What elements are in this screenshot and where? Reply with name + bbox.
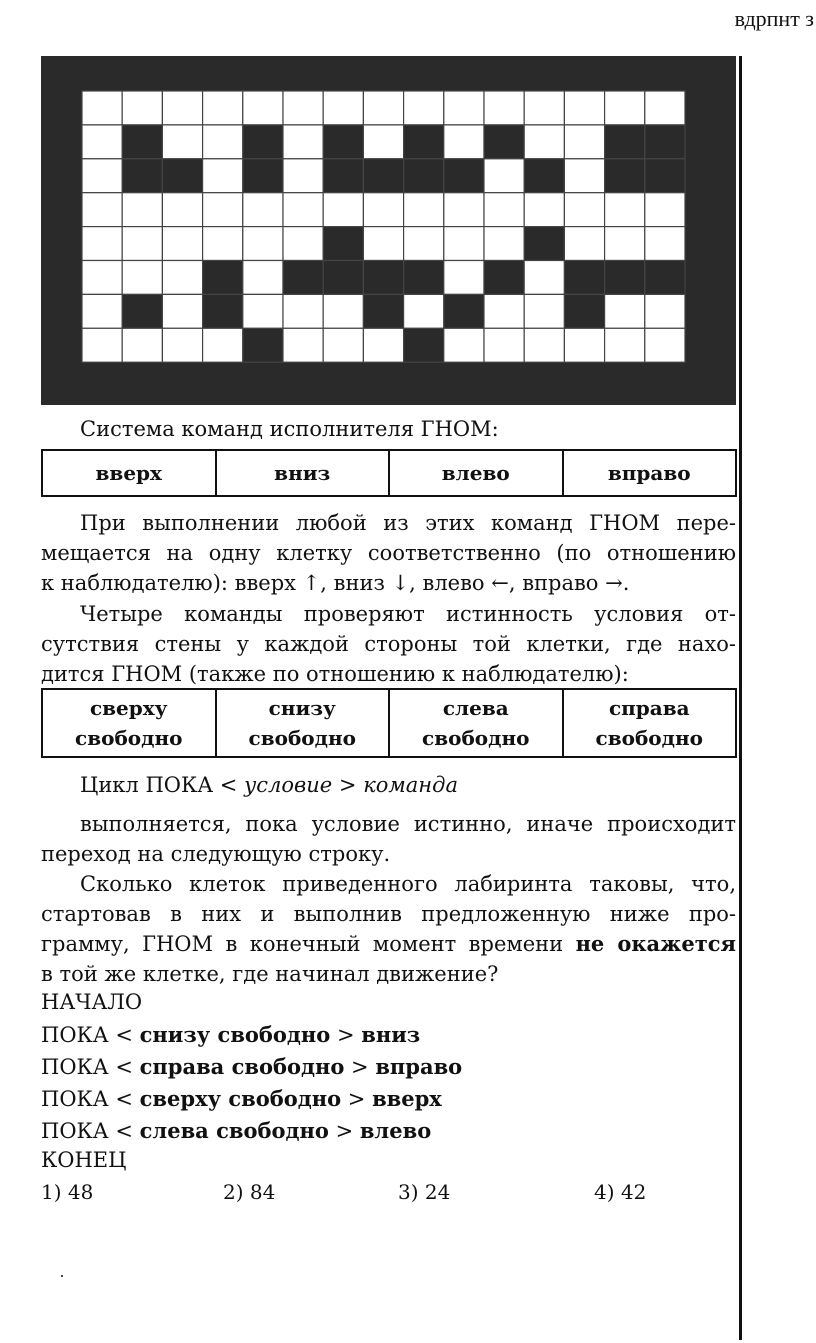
maze-free-cell — [122, 91, 162, 125]
maze-free-cell — [524, 91, 564, 125]
maze-wall-cell — [122, 294, 162, 328]
maze-wall-cell — [203, 261, 243, 295]
maze-free-cell — [363, 125, 403, 159]
speck — [61, 1275, 63, 1277]
maze-free-cell — [283, 227, 323, 261]
maze-wall-cell — [645, 261, 685, 295]
maze-free-cell — [484, 294, 524, 328]
gt-4: > — [328, 1119, 360, 1143]
maze-wall-cell — [484, 125, 524, 159]
maze-free-cell — [283, 125, 323, 159]
maze-free-cell — [564, 328, 604, 362]
cond-3: сверху свободно — [139, 1086, 342, 1111]
maze-free-cell — [484, 91, 524, 125]
maze-free-cell — [605, 91, 645, 125]
maze-free-cell — [605, 328, 645, 362]
corner-text: вдрпнт з — [734, 6, 814, 31]
maze-free-cell — [122, 328, 162, 362]
maze-wall-cell — [404, 125, 444, 159]
command-left: влево — [389, 450, 563, 496]
maze-free-cell — [363, 193, 403, 227]
p4-line-2: стартовав в них и выполнив предложенную ниже про- — [41, 902, 736, 926]
maze-free-cell — [162, 125, 202, 159]
loop-sep: > — [332, 773, 364, 797]
p1-line-1: При выполнении любой из этих команд ГНОМ пере- — [80, 511, 736, 535]
kw-4: ПОКА < — [41, 1119, 140, 1143]
maze-free-cell — [243, 294, 283, 328]
condition-left-b: свободно — [422, 726, 530, 750]
maze-free-cell — [564, 125, 604, 159]
maze-free-cell — [243, 91, 283, 125]
kw-1: ПОКА < — [41, 1023, 140, 1047]
maze-free-cell — [162, 261, 202, 295]
p2-line-2: сутствия стены у каждой стороны той клетки, где нахо- — [41, 632, 736, 656]
maze-wall-cell — [484, 261, 524, 295]
maze-grid — [41, 56, 736, 405]
kw-2: ПОКА < — [41, 1055, 140, 1079]
maze-free-cell — [203, 159, 243, 193]
answer-1[interactable]: 1) 48 — [41, 1180, 94, 1204]
cmd-1: вниз — [361, 1022, 421, 1047]
maze-free-cell — [82, 125, 122, 159]
answer-2[interactable]: 2) 84 — [223, 1180, 276, 1204]
maze-free-cell — [404, 193, 444, 227]
maze-free-cell — [243, 261, 283, 295]
cmd-4: влево — [359, 1118, 432, 1143]
maze-free-cell — [645, 193, 685, 227]
maze-wall-cell — [323, 125, 363, 159]
maze-wall-cell — [564, 294, 604, 328]
maze-free-cell — [283, 328, 323, 362]
maze-free-cell — [564, 227, 604, 261]
maze-wall-cell — [243, 125, 283, 159]
condition-bottom — [216, 689, 390, 757]
maze-wall-cell — [404, 328, 444, 362]
p4-line-1: Сколько клеток приведенного лабиринта таковы, что, — [80, 872, 736, 896]
maze-free-cell — [645, 227, 685, 261]
cmd-2: вправо — [375, 1054, 463, 1079]
maze-free-cell — [243, 227, 283, 261]
p4-line-3a: грамму, ГНОМ в конечный момент времени — [41, 932, 576, 956]
maze-free-cell — [203, 328, 243, 362]
maze-free-cell — [82, 159, 122, 193]
program-line-2 — [41, 1054, 462, 1079]
maze-free-cell — [323, 328, 363, 362]
condition-left — [389, 689, 563, 757]
maze-free-cell — [82, 294, 122, 328]
maze-free-cell — [162, 294, 202, 328]
condition-left-a: слева — [442, 696, 509, 720]
loop-condition: условие — [244, 773, 333, 797]
margin-rule — [739, 56, 742, 1340]
maze-free-cell — [82, 227, 122, 261]
maze-wall-cell — [444, 294, 484, 328]
maze-wall-cell — [203, 294, 243, 328]
gt-3: > — [341, 1087, 373, 1111]
condition-bottom-a: снизу — [268, 696, 336, 720]
p4-line-4: в той же клетке, где начинал движение? — [41, 962, 499, 986]
maze-free-cell — [122, 193, 162, 227]
maze-wall-cell — [524, 227, 564, 261]
maze-free-cell — [444, 261, 484, 295]
maze-free-cell — [203, 91, 243, 125]
program-line-4 — [41, 1118, 431, 1143]
intro-text: Система команд исполнителя ГНОМ: — [80, 417, 499, 441]
maze-wall-cell — [605, 261, 645, 295]
maze-free-cell — [564, 159, 604, 193]
maze-free-cell — [444, 91, 484, 125]
maze-wall-cell — [363, 294, 403, 328]
loop-command: команда — [363, 773, 458, 797]
program-line-3 — [41, 1086, 442, 1111]
gt-2: > — [344, 1055, 376, 1079]
condition-right-a: справа — [608, 696, 690, 720]
maze-free-cell — [605, 227, 645, 261]
maze-free-cell — [524, 193, 564, 227]
p2-line-1: Четыре команды проверяют истинность условия от- — [80, 602, 736, 626]
maze-free-cell — [484, 227, 524, 261]
command-down: вниз — [216, 450, 390, 496]
commands-table — [41, 449, 737, 497]
kw-3: ПОКА < — [41, 1087, 140, 1111]
maze-free-cell — [283, 193, 323, 227]
maze-free-cell — [363, 328, 403, 362]
maze-free-cell — [122, 227, 162, 261]
maze-free-cell — [645, 91, 685, 125]
answer-3[interactable]: 3) 24 — [398, 1180, 451, 1204]
loop-prefix: Цикл ПОКА < — [80, 773, 245, 797]
maze-free-cell — [564, 193, 604, 227]
maze-free-cell — [484, 193, 524, 227]
maze-wall-cell — [323, 227, 363, 261]
maze-wall-cell — [122, 125, 162, 159]
answer-4[interactable]: 4) 42 — [594, 1180, 647, 1204]
maze-free-cell — [564, 91, 604, 125]
maze-free-cell — [484, 328, 524, 362]
maze-free-cell — [162, 328, 202, 362]
maze-wall-cell — [283, 261, 323, 295]
maze-free-cell — [363, 91, 403, 125]
maze-free-cell — [404, 294, 444, 328]
command-right: вправо — [563, 450, 737, 496]
p4-line-3 — [41, 929, 736, 959]
condition-right — [563, 689, 737, 757]
maze-free-cell — [82, 328, 122, 362]
maze-free-cell — [645, 294, 685, 328]
condition-top-a: сверху — [89, 696, 168, 720]
maze-free-cell — [203, 227, 243, 261]
p4-emphasis: не окажется — [575, 931, 737, 956]
maze-wall-cell — [564, 261, 604, 295]
conditions-table — [41, 688, 737, 758]
maze-free-cell — [203, 193, 243, 227]
cond-1: снизу свободно — [139, 1022, 331, 1047]
maze-wall-cell — [122, 159, 162, 193]
p1-line-3: к наблюдателю): вверх ↑, вниз ↓, влево ←, вправо →. — [41, 571, 630, 595]
maze-free-cell — [122, 261, 162, 295]
maze-free-cell — [484, 159, 524, 193]
maze-free-cell — [444, 125, 484, 159]
maze-free-cell — [162, 193, 202, 227]
maze-free-cell — [645, 328, 685, 362]
maze-wall-cell — [605, 159, 645, 193]
maze-free-cell — [404, 91, 444, 125]
maze-free-cell — [605, 193, 645, 227]
maze-free-cell — [524, 294, 564, 328]
maze-free-cell — [363, 227, 403, 261]
program-end: КОНЕЦ — [41, 1148, 127, 1172]
cond-2: справа свободно — [139, 1054, 345, 1079]
maze-free-cell — [82, 261, 122, 295]
maze-wall-cell — [645, 159, 685, 193]
program-start: НАЧАЛО — [41, 990, 143, 1014]
condition-top — [42, 689, 216, 757]
maze-free-cell — [243, 193, 283, 227]
maze-wall-cell — [404, 261, 444, 295]
command-up: вверх — [42, 450, 216, 496]
cmd-3: вверх — [372, 1086, 442, 1111]
maze-free-cell — [82, 91, 122, 125]
maze-wall-cell — [363, 261, 403, 295]
maze-wall-cell — [162, 159, 202, 193]
condition-bottom-b: свободно — [248, 726, 356, 750]
p3-line-2: переход на следующую строку. — [41, 842, 391, 866]
maze-wall-cell — [605, 125, 645, 159]
maze-free-cell — [162, 227, 202, 261]
maze-free-cell — [524, 125, 564, 159]
maze-wall-cell — [363, 159, 403, 193]
maze-free-cell — [283, 294, 323, 328]
maze-free-cell — [605, 294, 645, 328]
program-line-1 — [41, 1022, 420, 1047]
maze-wall-cell — [323, 261, 363, 295]
condition-top-b: свободно — [75, 726, 183, 750]
maze-free-cell — [444, 227, 484, 261]
cond-4: слева свободно — [139, 1118, 329, 1143]
maze-free-cell — [524, 261, 564, 295]
maze-free-cell — [162, 91, 202, 125]
maze-free-cell — [203, 125, 243, 159]
p3-line-1: выполняется, пока условие истинно, иначе происходит — [80, 812, 736, 836]
maze-wall-cell — [323, 159, 363, 193]
maze-wall-cell — [645, 125, 685, 159]
loop-syntax — [80, 770, 730, 800]
maze-wall-cell — [243, 159, 283, 193]
p1-line-2: мещается на одну клетку соответственно (по отношению — [41, 541, 736, 565]
maze-figure — [41, 56, 736, 405]
maze-free-cell — [444, 193, 484, 227]
condition-right-b: свободно — [595, 726, 703, 750]
maze-wall-cell — [404, 159, 444, 193]
maze-free-cell — [323, 91, 363, 125]
maze-wall-cell — [444, 159, 484, 193]
maze-free-cell — [323, 294, 363, 328]
gt-1: > — [330, 1023, 362, 1047]
maze-free-cell — [404, 227, 444, 261]
maze-free-cell — [444, 328, 484, 362]
maze-free-cell — [82, 193, 122, 227]
maze-free-cell — [323, 193, 363, 227]
maze-wall-cell — [524, 159, 564, 193]
maze-wall-cell — [243, 328, 283, 362]
maze-free-cell — [524, 328, 564, 362]
maze-free-cell — [283, 91, 323, 125]
maze-free-cell — [283, 159, 323, 193]
p2-line-3: дится ГНОМ (также по отношению к наблюдателю): — [41, 662, 629, 686]
